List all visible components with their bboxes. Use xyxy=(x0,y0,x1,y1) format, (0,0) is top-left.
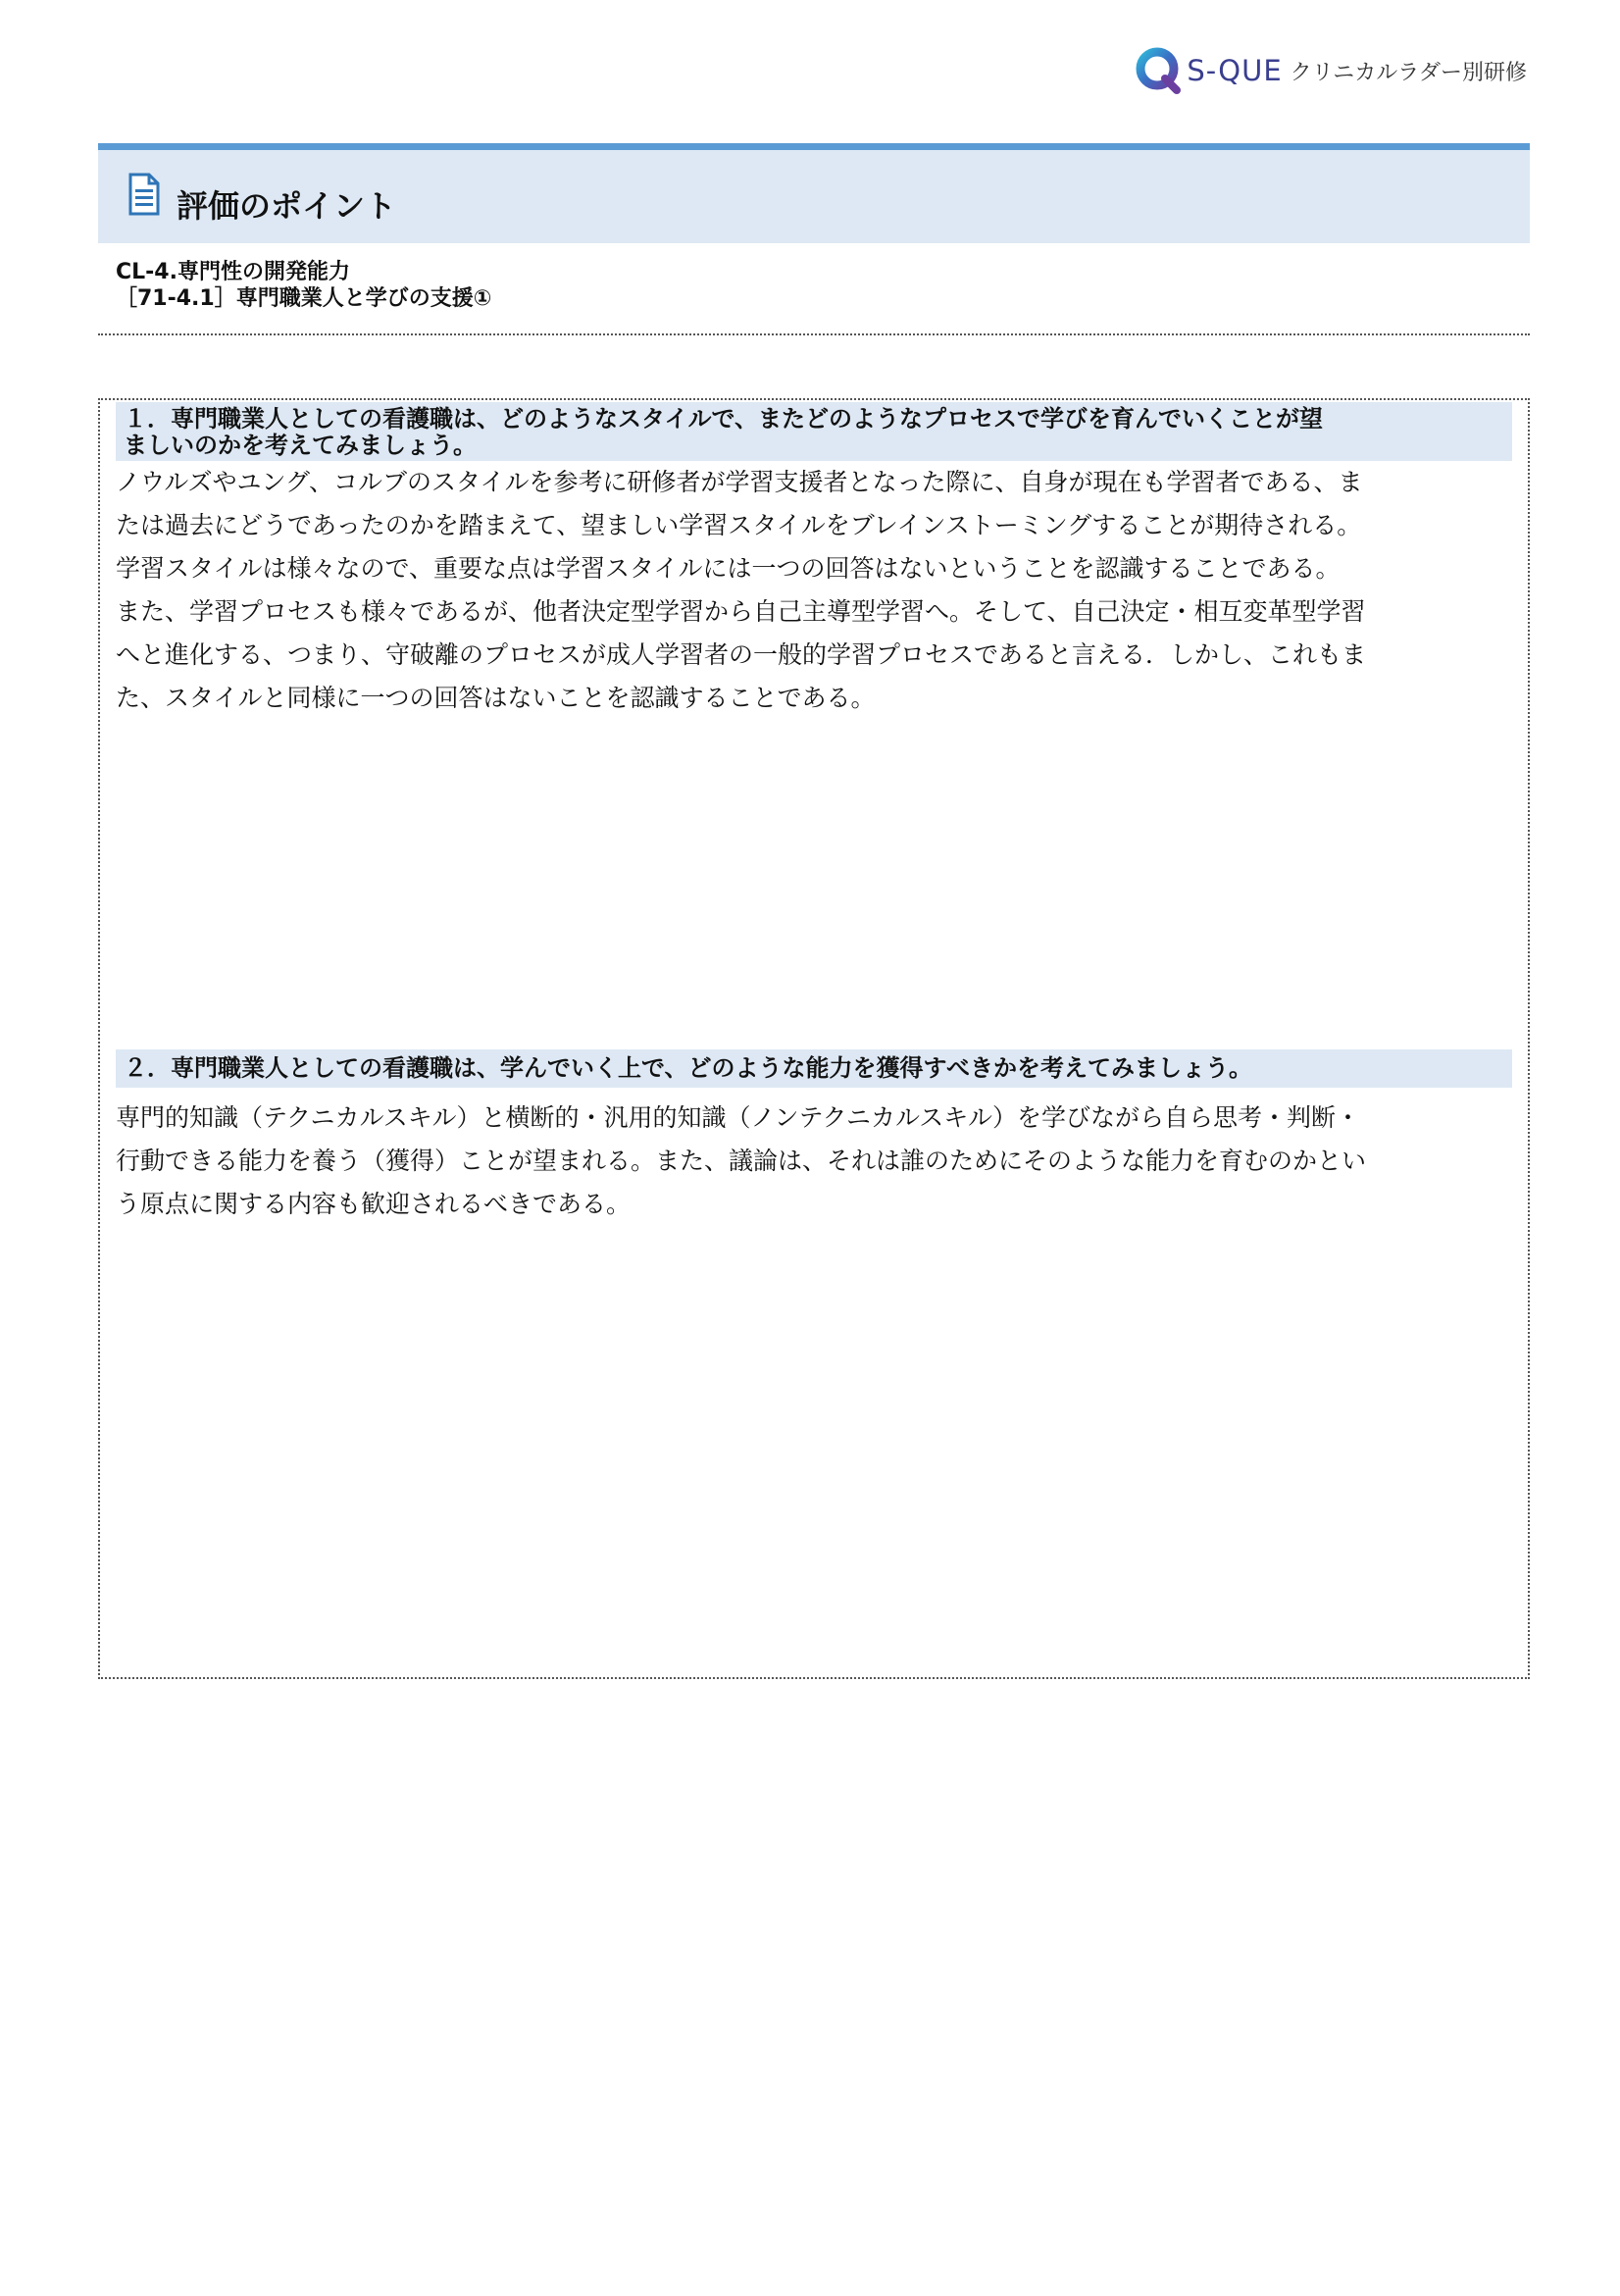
answer-line: 学習スタイルは様々なので、重要な点は学習スタイルには一つの回答はないということを認識することである。 xyxy=(116,554,1341,583)
logo-mark-icon xyxy=(1136,47,1183,94)
course-unit: ［71-4.1］専門職業人と学びの支援① xyxy=(116,286,492,311)
answer-line: 専門的知識（テクニカルスキル）と横断的・汎用的知識（ノンテクニカルスキル）を学びながら自ら思考・判断・ xyxy=(116,1103,1361,1132)
logo-brand-text: S-QUE xyxy=(1187,54,1283,87)
question-2-title-line: ２．専門職業人としての看護職は、学んでいく上で、どのような能力を獲得すべきかを考えてみましょう。 xyxy=(124,1054,1253,1082)
question-1-title-line: ましいのかを考えてみましょう。 xyxy=(124,432,477,459)
page-title: 評価のポイント xyxy=(177,186,397,225)
question-2-title xyxy=(116,1049,1512,1088)
question-1-title xyxy=(116,402,1512,461)
answer-line: 行動できる能力を養う（獲得）ことが望まれる。また、議論は、それは誰のためにそのような能力を育むのかとい xyxy=(116,1147,1367,1175)
question-2-answer xyxy=(116,1097,1516,1226)
question-1-answer xyxy=(116,461,1516,720)
answer-line: た、スタイルと同様に一つの回答はないことを認識することである。 xyxy=(116,684,876,712)
answer-line: ノウルズやユング、コルブのスタイルを参考に研修者が学習支援者となった際に、自身が現在も学習者である、ま xyxy=(116,468,1363,496)
divider xyxy=(98,333,1530,335)
course-category: CL-4.専門性の開発能力 xyxy=(116,260,350,284)
answer-line: また、学習プロセスも様々であるが、他者決定型学習から自己主導型学習へ。そして、自己決定・相互変革型学習 xyxy=(116,597,1366,626)
logo-subtitle: クリニカルラダー別研修 xyxy=(1290,60,1527,85)
section-header xyxy=(98,143,1530,243)
course-info xyxy=(116,259,491,312)
answer-line: へと進化する、つまり、守破離のプロセスが成人学習者の一般的学習プロセスであると言える．しかし、これもま xyxy=(116,640,1367,669)
answer-line: う原点に関する内容も歓迎されるべきである。 xyxy=(116,1190,632,1218)
document-icon xyxy=(127,173,161,216)
question-1-title-line: １．専門職業人としての看護職は、どのようなスタイルで、またどのようなプロセスで学びを育んでいくことが望 xyxy=(124,405,1324,433)
answer-line: たは過去にどうであったのかを踏まえて、望ましい学習スタイルをブレインストーミングすることが期待される。 xyxy=(116,511,1362,539)
brand-logo xyxy=(1136,47,1527,94)
questions-box xyxy=(98,398,1530,1679)
